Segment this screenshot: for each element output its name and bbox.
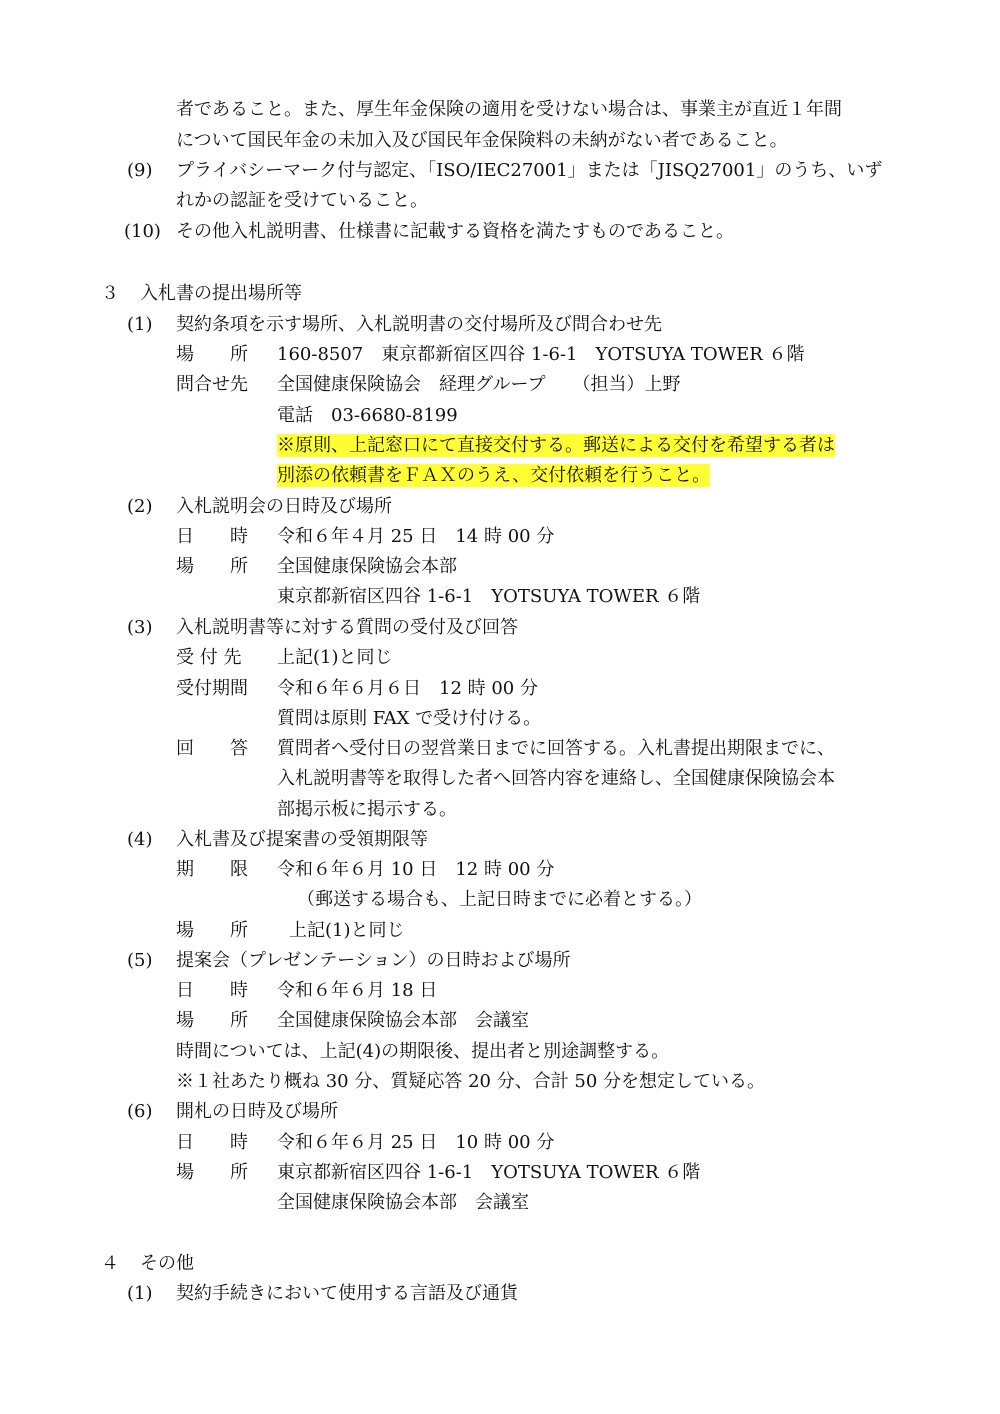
- s3-5-time-note: 時間については、上記(4)の期限後、提出者と別途調整する。: [176, 1041, 670, 1062]
- s3-5-place-label: 場 所: [176, 1010, 248, 1031]
- s3-3-answer-3: 部掲示板に掲示する。: [277, 799, 457, 820]
- s3-3-period-label: 受付期間: [176, 678, 248, 699]
- s3-5-assume-note: ※１社あたり概ね 30 分、質疑応答 20 分、合計 50 分を想定している。: [176, 1071, 766, 1092]
- s3-5-title: 提案会（プレゼンテーション）の日時および場所: [176, 950, 571, 971]
- item-10-number: (10): [124, 221, 161, 242]
- s3-4-deadline-value: 令和６年６月 10 日 12 時 00 分: [277, 859, 555, 880]
- s3-1-contact-value: 全国健康保険協会 経理グループ （担当）上野: [277, 374, 681, 395]
- s3-3-answer-2: 入札説明書等を取得した者へ回答内容を連絡し、全国健康保険協会本: [277, 768, 835, 789]
- s3-3-answer-1: 質問者へ受付日の翌営業日までに回答する。入札書提出期限までに、: [277, 738, 835, 759]
- s3-3-period-note: 質問は原則 FAX で受け付ける。: [277, 708, 542, 729]
- highlighted-text: 別添の依頼書をＦＡＸのうえ、交付依頼を行うこと。: [277, 465, 711, 486]
- s3-1-place-label: 場 所: [176, 344, 248, 365]
- s3-5-number: (5): [127, 950, 153, 971]
- s3-6-number: (6): [127, 1101, 153, 1122]
- s3-2-place-value-2: 東京都新宿区四谷 1-6-1 YOTSUYA TOWER ６階: [277, 586, 701, 607]
- s3-6-title: 開札の日時及び場所: [176, 1101, 338, 1122]
- intro-line-2: について国民年金の未加入及び国民年金保険料の未納がない者であること。: [176, 130, 788, 151]
- s3-4-number: (4): [127, 829, 153, 850]
- s3-3-answer-label: 回 答: [176, 738, 248, 759]
- s3-6-place-value-1: 東京都新宿区四谷 1-6-1 YOTSUYA TOWER ６階: [277, 1162, 701, 1183]
- s3-3-period-value: 令和６年６月６日 12 時 00 分: [277, 678, 538, 699]
- s3-6-place-value-2: 全国健康保険協会本部 会議室: [277, 1192, 529, 1213]
- item-10-text: その他入札説明書、仕様書に記載する資格を満たすものであること。: [176, 221, 734, 242]
- s3-4-place-label: 場 所: [176, 920, 248, 941]
- s3-2-date-value: 令和６年４月 25 日 14 時 00 分: [277, 526, 555, 547]
- item-9-line-2: れかの認証を受けていること。: [176, 190, 428, 211]
- section-4-number: ４: [101, 1253, 119, 1274]
- s3-1-highlight-note-2: [277, 464, 710, 488]
- s3-4-title: 入札書及び提案書の受領期限等: [176, 829, 428, 850]
- s3-5-place-value: 全国健康保険協会本部 会議室: [277, 1010, 529, 1031]
- s3-4-deadline-label: 期 限: [176, 859, 248, 880]
- s3-3-recv-value: 上記(1)と同じ: [277, 647, 393, 668]
- s3-4-place-value: 上記(1)と同じ: [289, 920, 405, 941]
- section-4-title: その他: [140, 1253, 194, 1274]
- intro-line-1: 者であること。また、厚生年金保険の適用を受けない場合は、事業主が直近１年間: [176, 99, 842, 120]
- section-3-title: 入札書の提出場所等: [140, 283, 302, 304]
- s4-1-title: 契約手続きにおいて使用する言語及び通貨: [176, 1283, 518, 1304]
- s3-6-date-label: 日 時: [176, 1132, 248, 1153]
- s3-5-date-value: 令和６年６月 18 日: [277, 980, 438, 1001]
- s3-2-date-label: 日 時: [176, 526, 248, 547]
- s3-2-place-value-1: 全国健康保険協会本部: [277, 556, 457, 577]
- s3-1-highlight-note-1: [277, 434, 835, 458]
- s3-1-contact-label: 問合せ先: [176, 374, 248, 395]
- s4-1-number: (1): [127, 1283, 153, 1304]
- s3-1-title: 契約条項を示す場所、入札説明書の交付場所及び問合わせ先: [176, 314, 662, 335]
- s3-1-number: (1): [127, 314, 153, 335]
- s3-2-place-label: 場 所: [176, 556, 248, 577]
- s3-6-date-value: 令和６年６月 25 日 10 時 00 分: [277, 1132, 555, 1153]
- item-9-number: (9): [127, 160, 153, 181]
- s3-3-recv-label: 受 付 先: [176, 647, 242, 668]
- s3-2-title: 入札説明会の日時及び場所: [176, 496, 392, 517]
- item-9-line-1: プライバシーマーク付与認定、「ISO/IEC27001」または「JISQ27001」のうち、いず: [176, 160, 883, 181]
- s3-3-number: (3): [127, 617, 153, 638]
- s3-1-phone: 電話 03-6680-8199: [277, 405, 458, 426]
- s3-5-date-label: 日 時: [176, 980, 248, 1001]
- s3-1-place-value: 160-8507 東京都新宿区四谷 1-6-1 YOTSUYA TOWER ６階: [277, 344, 805, 365]
- s3-4-deadline-note: （郵送する場合も、上記日時までに必着とする。）: [297, 889, 702, 910]
- section-3-number: ３: [101, 283, 119, 304]
- s3-3-title: 入札説明書等に対する質問の受付及び回答: [176, 617, 518, 638]
- s3-2-number: (2): [127, 496, 153, 517]
- highlighted-text: ※原則、上記窓口にて直接交付する。郵送による交付を希望する者は: [277, 435, 835, 456]
- s3-6-place-label: 場 所: [176, 1162, 248, 1183]
